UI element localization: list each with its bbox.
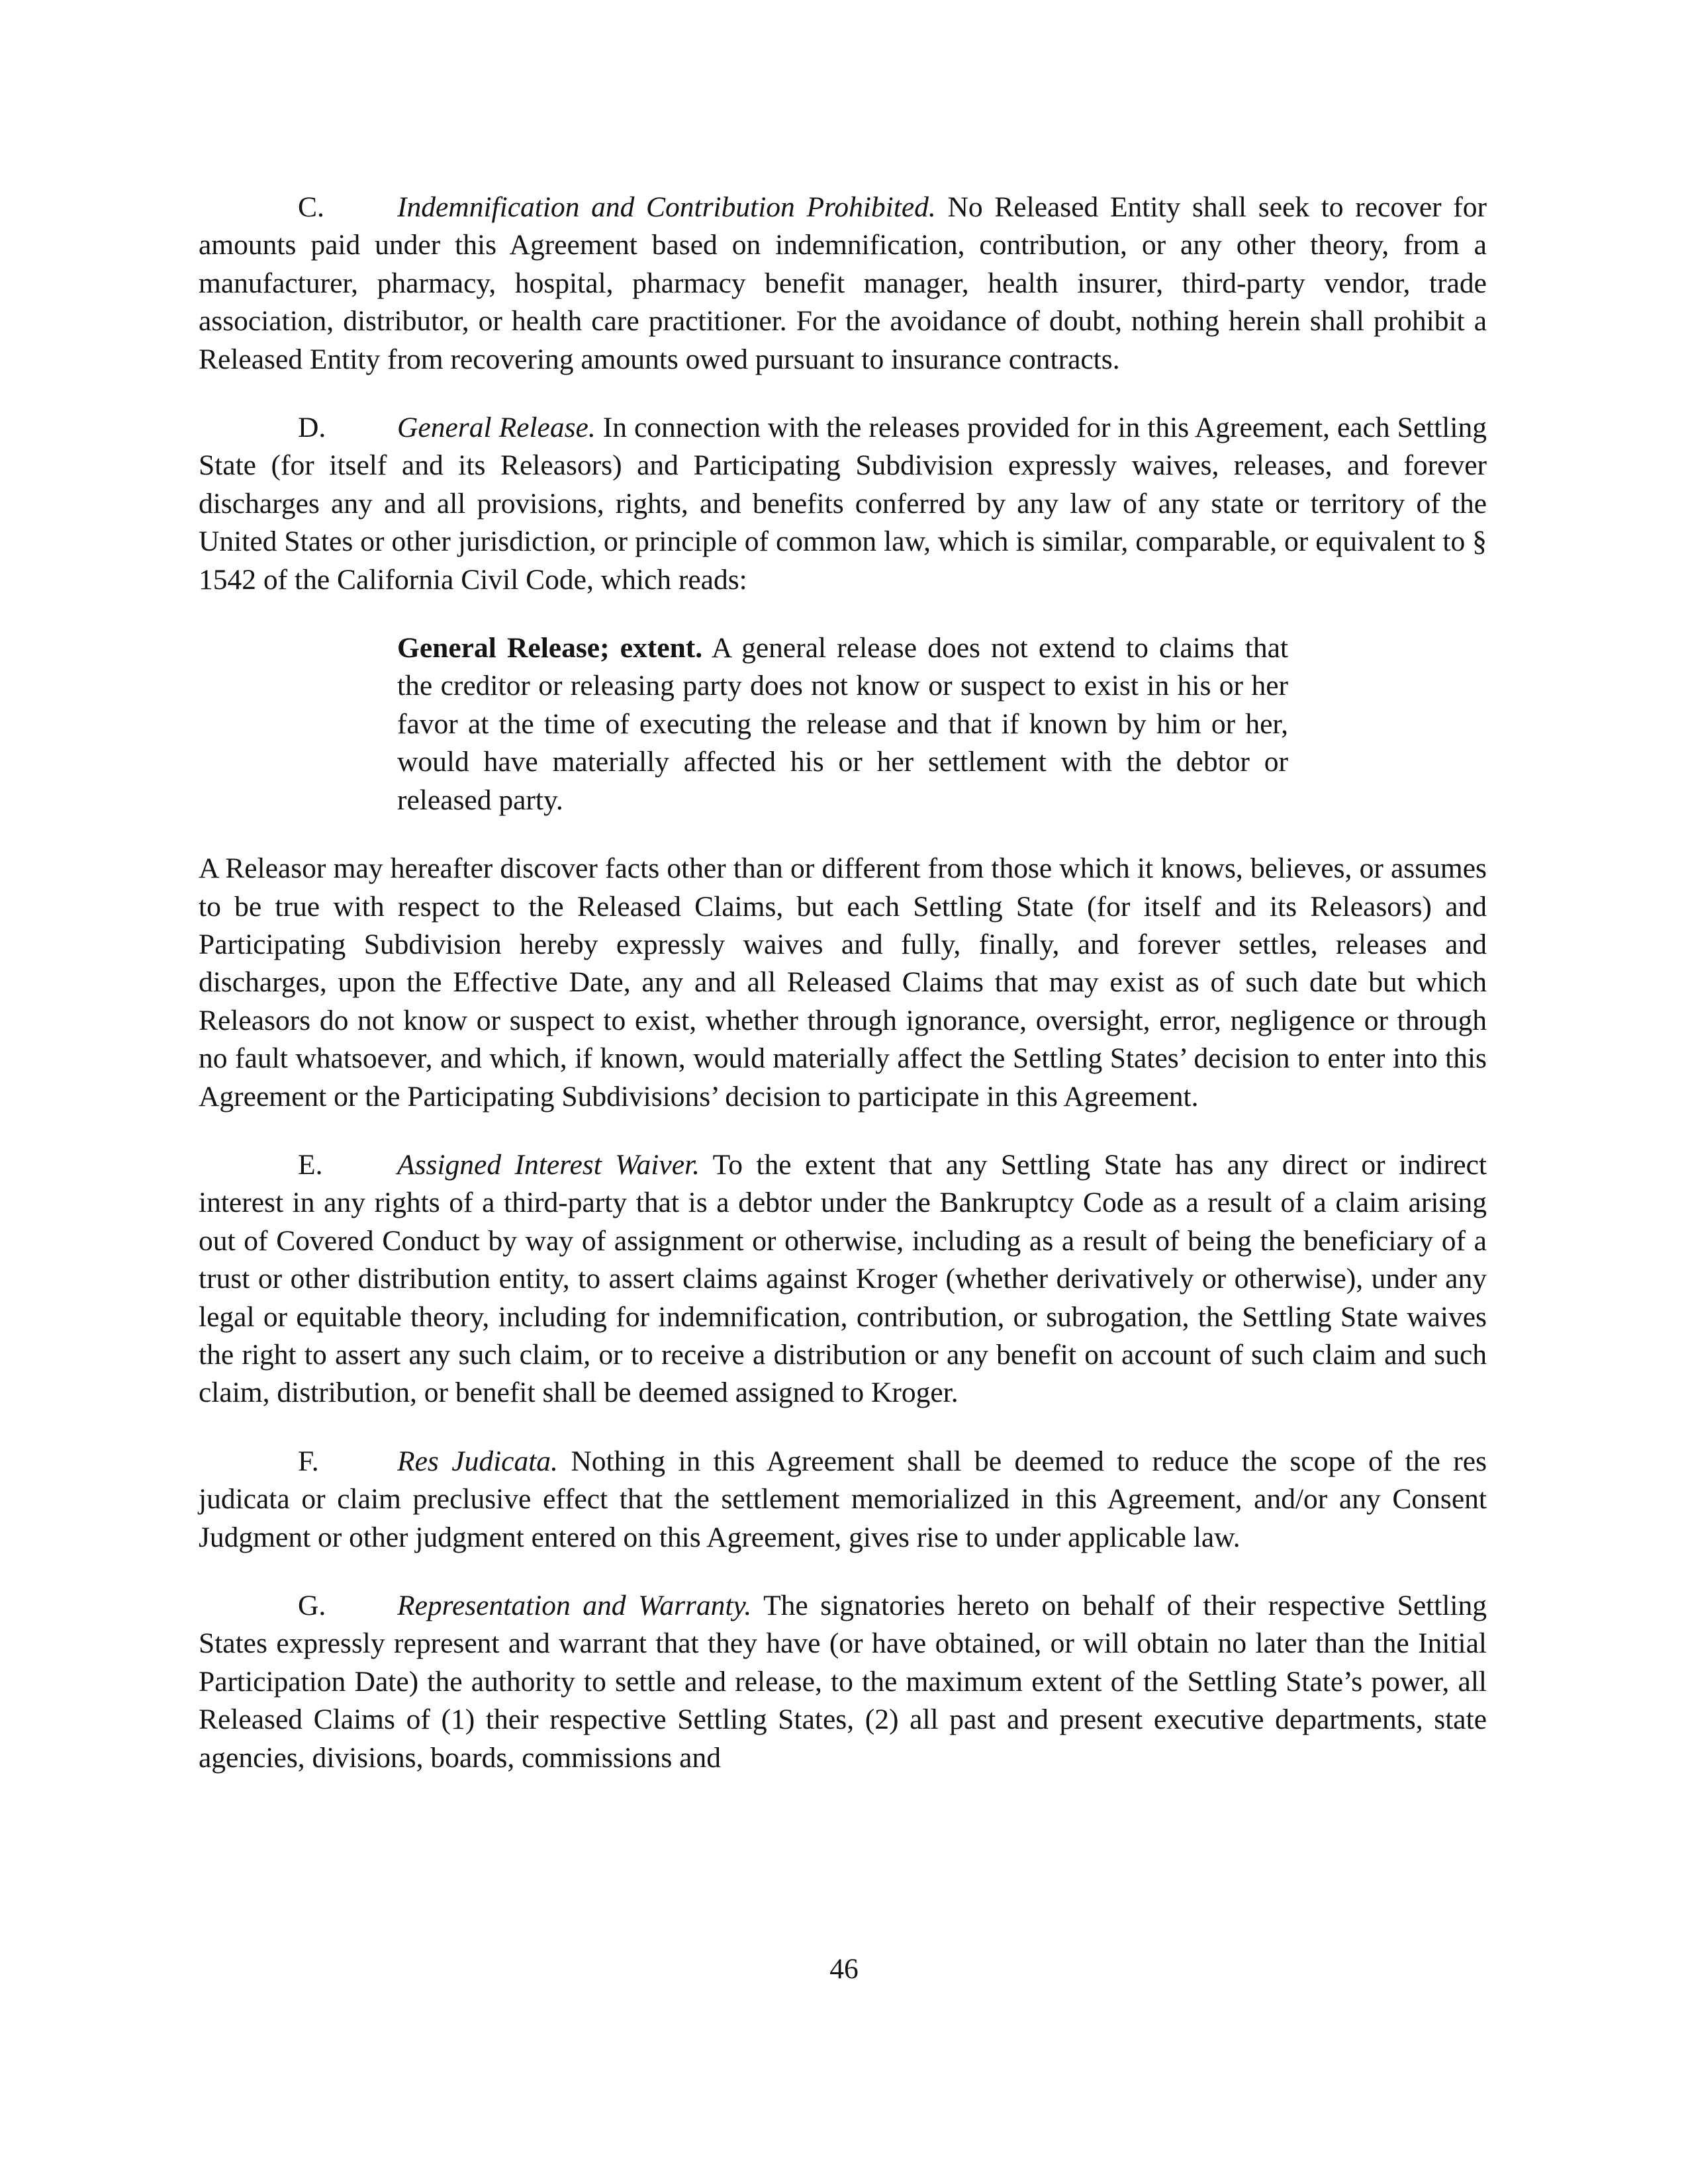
section-text: Nothing in this Agreement shall be deemed to reduce the scope of the res judicata or claim preclusive effect that the settlement memorialized in this Agreement, and/or any Consent Judgment or other judgment entered on this Agreement, gives rise to under applicable law. [199, 1445, 1487, 1553]
section-text: In connection with the releases provided for in this Agreement, each Settling State (for itself and its Releasors) and Participating Subdivision expressly waives, releases, and forever discharges any and all provisions, rights, and benefits conferred by any law of any state or territory of the United States or other jurisdiction, or principle of common law, which is similar, comparable, or equivalent to § 1542 of the California Civil Code, which reads: [199, 412, 1487, 596]
section-letter: C. [298, 191, 324, 223]
section-heading: Indemnification and Contribution Prohibited. [397, 191, 936, 223]
section-text: No Released Entity shall seek to recover for amounts paid under this Agreement based on indemnification, contribution, or any other theory, from a manufacturer, pharmacy, hospital, pharmacy benefit manager, health insurer, third-party vendor, trade association, distributor, or health care practitioner. For the avoidance of doubt, nothing herein shall prohibit a Released Entity from recovering amounts owed pursuant to insurance contracts. [199, 191, 1487, 375]
section-e [199, 1146, 1487, 1412]
section-g [199, 1587, 1487, 1777]
section-text: To the extent that any Settling State has any direct or indirect interest in any rights of a third-party that is a debtor under the Bankruptcy Code as a result of a claim arising out of Covered Conduct by way of assignment or otherwise, including as a result of being the beneficiary of a trust or other distribution entity, to assert claims against Kroger (whether derivatively or otherwise), under any legal or equitable theory, including for indemnification, contribution, or subrogation, the Settling State waives the right to assert any such claim, or to receive a distribution or any benefit on account of such claim and such claim, distribution, or benefit shall be deemed assigned to Kroger. [199, 1148, 1487, 1409]
continuation-paragraph: A Releasor may hereafter discover facts other than or different from those which it knows, believes, or assumes to be true with respect to the Released Claims, but each Settling State (for itself and its Releasors) and Participating Subdivision hereby expressly waives and fully, finally, and forever settles, releases and discharges, upon the Effective Date, any and all Released Claims that may exist as of such date but which Releasors do not know or suspect to exist, whether through ignorance, oversight, error, negligence or through no fault whatsoever, and which, if known, would materially affect the Settling States’ decision to enter into this Agreement or the Participating Subdivisions’ decision to participate in this Agreement. [199, 852, 1487, 1113]
page-number: 46 [829, 1953, 859, 1985]
section-letter: F. [298, 1445, 319, 1477]
section-f [199, 1443, 1487, 1557]
section-d [199, 409, 1487, 599]
document-page [199, 189, 1487, 1807]
section-heading: Assigned Interest Waiver. [397, 1148, 700, 1181]
quote-text: A general release does not extend to claims that the creditor or releasing party does not know or suspect to exist in his or her favor at the time of executing the release and that if known by him or her, would have materially affected his or her settlement with the debtor or released party. [397, 632, 1288, 816]
section-letter: E. [298, 1148, 323, 1181]
section-letter: G. [298, 1590, 326, 1621]
section-heading: Res Judicata. [397, 1445, 558, 1477]
section-c [199, 189, 1487, 379]
section-heading: General Release. [397, 412, 596, 444]
quote-title: General Release; extent. [397, 632, 703, 664]
section-text: The signatories hereto on behalf of their respective Settling States expressly represent and warrant that they have (or have obtained, or will obtain no later than the Initial Participation Date) the authority to settle and release, to the maximum extent of the Settling State’s power, all Released Claims of (1) their respective Settling States, (2) all past and present executive departments, state agencies, divisions, boards, commissions and [199, 1590, 1487, 1774]
block-quote [397, 629, 1288, 819]
section-heading: Representation and Warranty. [397, 1590, 752, 1621]
section-letter: D. [298, 412, 326, 444]
